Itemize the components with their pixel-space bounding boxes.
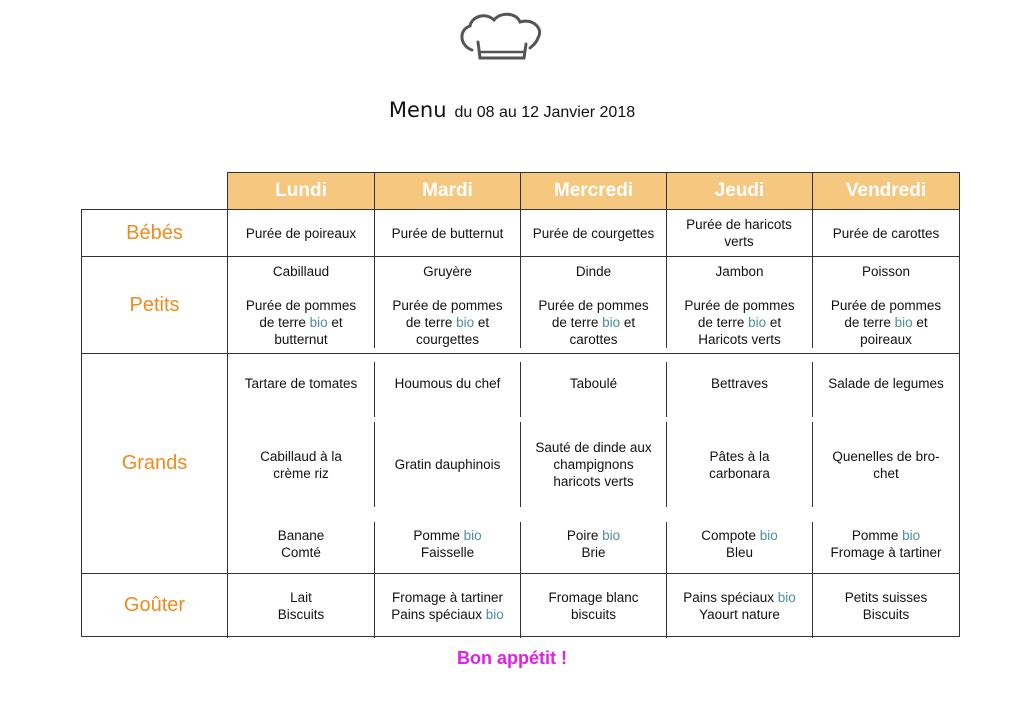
grands-dessert-lundi: Banane Comté — [277, 528, 325, 560]
menu-dates: du 08 au 12 Janvier 2018 — [454, 104, 636, 121]
gouter-mardi: Fromage à tartiner Pains spéciaux bio — [391, 589, 504, 622]
day-header-lundi: Lundi — [227, 172, 375, 210]
petits-mardi: Gruyère Purée de pommes de terre bio et courgettes — [392, 263, 503, 347]
row-label-grands: Grands — [121, 452, 188, 474]
grands-dessert-mercredi: Poire bio Brie — [566, 528, 621, 560]
day-header-vendredi: Vendredi — [812, 172, 960, 210]
petits-mercredi: Dinde Purée de pommes de terre bio et carottes — [538, 263, 649, 347]
petits-jeudi: Jambon Purée de pommes de terre bio et Haricots verts — [684, 263, 795, 347]
bebes-jeudi: Purée de haricots verts — [686, 217, 792, 249]
bon-appetit-footer: Bon appétit ! — [457, 648, 567, 668]
petits-lundi: Cabillaud Purée de pommes de terre bio et butternut — [245, 263, 357, 347]
menu-table — [81, 209, 960, 637]
gouter-jeudi: Pains spéciaux bio Yaourt nature — [683, 589, 796, 622]
row-label-gouter: Goûter — [123, 594, 186, 616]
grands-main-mardi: Gratin dauphinois — [394, 457, 501, 472]
grands-dessert-vendredi: Pomme bio Fromage à tartiner — [830, 528, 942, 560]
bebes-mercredi: Purée de courgettes — [532, 225, 655, 241]
gouter-vendredi: Petits suisses Biscuits — [844, 589, 928, 622]
bebes-vendredi: Purée de carottes — [832, 225, 940, 241]
grands-dessert-jeudi: Compote bio Bleu — [701, 528, 778, 560]
grands-starter-lundi: Tartare de tomates — [244, 375, 358, 391]
day-header-mardi: Mardi — [374, 172, 521, 210]
grands-dessert-mardi: Pomme bio Faisselle — [413, 528, 482, 560]
grands-starter-mercredi: Taboulé — [569, 375, 618, 391]
grands-main-mercredi: Sauté de dinde aux champignons haricots verts — [535, 440, 652, 489]
bebes-lundi: Purée de poireaux — [245, 225, 357, 241]
grands-starter-mardi: Houmous du chef — [394, 375, 501, 391]
row-label-petits: Petits — [129, 293, 180, 316]
page-title — [0, 98, 1024, 122]
grands-starter-vendredi: Salade de legumes — [828, 375, 944, 391]
day-header-mercredi: Mercredi — [520, 172, 667, 210]
gouter-lundi: Lait Biscuits — [277, 589, 325, 622]
row-label-bebes: Bébés — [126, 221, 183, 244]
petits-vendredi: Poisson Purée de pommes de terre bio et poireaux — [830, 263, 942, 347]
grands-main-jeudi: Pâtes à la carbonara — [709, 448, 770, 481]
menu-title: Menu — [388, 98, 447, 122]
grands-main-vendredi: Quenelles de bro- chet — [832, 448, 940, 481]
grands-main-lundi: Cabillaud à la crème riz — [260, 448, 342, 481]
gouter-mercredi: Fromage blanc biscuits — [548, 589, 639, 622]
day-header-jeudi: Jeudi — [666, 172, 813, 210]
grands-starter-jeudi: Bettraves — [710, 375, 769, 391]
chef-hat-icon — [458, 12, 544, 64]
bebes-mardi: Purée de butternut — [391, 225, 504, 241]
